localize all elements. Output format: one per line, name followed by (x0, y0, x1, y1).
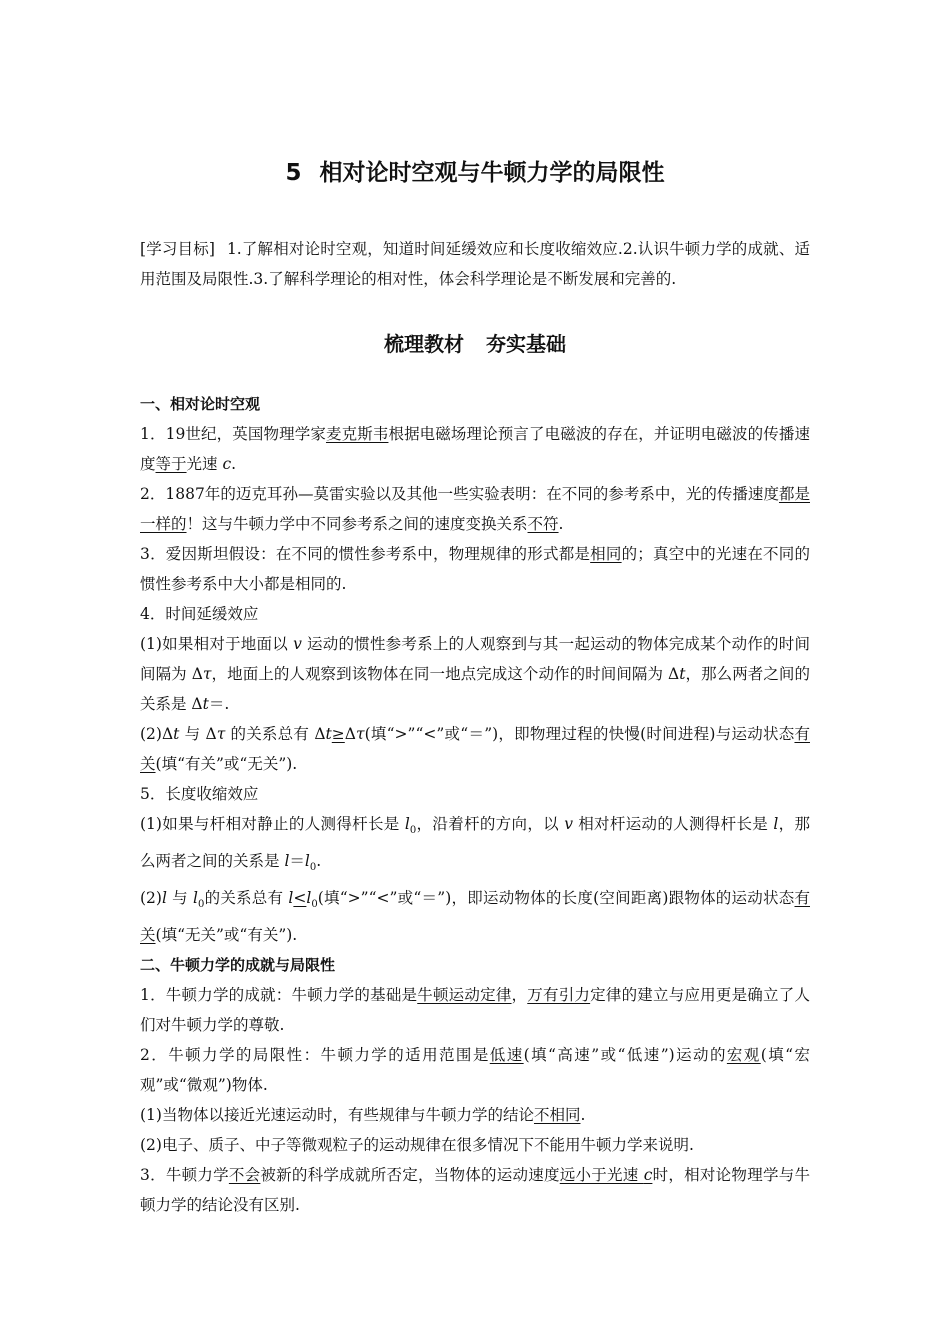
part1-paragraph-9: (2)l 与 $l_0$的关系总有 $l<l_0$(填“>”“<”或“＝”)，即运动物体的长度(空间距离)跟物体的运动状态有关(填“无关”或“有关”). (140, 889, 810, 945)
answer-blank: 不符 (527, 515, 559, 533)
answer-blank: 宏观 (726, 1046, 761, 1065)
answer-blank: 万有引力 (527, 986, 591, 1005)
chapter-title: 相对论时空观与牛顿力学的局限性 (319, 160, 665, 186)
section-heading (0, 328, 950, 357)
part1-paragraph-1: 1．19世纪，英国物理学家麦克斯韦根据电磁场理论预言了电磁波的存在，并证明电磁波的传播速度等于光速 c. (140, 425, 810, 473)
answer-blank: 相同 (590, 545, 622, 563)
answer-blank: < (293, 889, 307, 908)
part1-paragraph-5: (1)如果相对于地面以 v 运动的惯性参考系上的人观察到与其一起运动的物体完成某个动作的时间间隔为 Δτ，地面上的人观察到该物体在同一地点完成这个动作的时间间隔为 Δt，那么两者之间的关系是 Δt＝. (140, 635, 810, 713)
answer-blank: 不相同 (533, 1106, 581, 1125)
part1-heading: 一、相对论时空观 (140, 395, 261, 413)
part2-paragraph-4: (2)电子、质子、中子等微观粒子的运动规律在很多情况下不能用牛顿力学来说明. (140, 1136, 694, 1155)
answer-blank: 远小于光速 c (559, 1166, 653, 1185)
part2-paragraph-5: 3．牛顿力学不会被新的科学成就所否定，当物体的运动速度远小于光速 c时，相对论物理学与牛顿力学的结论没有区别. (140, 1166, 810, 1215)
answer-blank: 都是一样的 (140, 485, 810, 533)
part2-paragraph-2: 2．牛顿力学的局限性：牛顿力学的适用范围是低速(填“高速”或“低速”)运动的宏观(填“宏观”或“微观”)物体. (140, 1046, 810, 1095)
answer-blank: 等于 (155, 455, 187, 473)
answer-blank: 牛顿运动定律 (417, 986, 512, 1005)
part1-paragraph-8: (1)如果与杆相对静止的人测得杆长是 $l_0$，沿着杆的方向，以 v 相对杆运动的人测得杆长是 l，那么两者之间的关系是 $l=l_0$. (140, 815, 810, 874)
answer-blank: 麦克斯韦 (325, 425, 389, 443)
part2-paragraph-3: (1)当物体以接近光速运动时，有些规律与牛顿力学的结论不相同. (140, 1106, 586, 1125)
learning-goals (140, 234, 810, 294)
answer-blank: ≥ (331, 725, 345, 743)
main-content (140, 389, 810, 1220)
goals-tag: [学习目标] (140, 240, 215, 258)
answer-blank: 低速 (489, 1046, 524, 1065)
answer-blank: 有关 (140, 889, 810, 945)
part1-paragraph-2: 2．1887年的迈克耳孙—莫雷实验以及其他一些实验表明：在不同的参考系中，光的传播速度都是一样的！这与牛顿力学中不同参考系之间的速度变换关系不符. (140, 485, 810, 533)
part2-paragraph-1: 1．牛顿力学的成就：牛顿力学的基础是牛顿运动定律，万有引力定律的建立与应用更是确立了人们对牛顿力学的尊敬. (140, 986, 810, 1035)
part1-paragraph-7: 5．长度收缩效应 (140, 785, 259, 803)
part1-paragraph-6: (2)Δt 与 Δτ 的关系总有 Δt≥Δτ(填“>”“<”或“＝”)，即物理过程的快慢(时间进程)与运动状态有关(填“有关”或“无关”). (140, 725, 810, 773)
part1-paragraph-3: 3．爱因斯坦假设：在不同的惯性参考系中，物理规律的形式都是相同的；真空中的光速在不同的惯性参考系中大小都是相同的. (140, 545, 810, 593)
page-title (0, 154, 950, 187)
answer-blank: 有关 (140, 725, 810, 773)
answer-blank: 不会 (228, 1166, 261, 1185)
part1-paragraph-4: 4．时间延缓效应 (140, 605, 259, 623)
section-heading-left: 梳理教材 (384, 332, 464, 356)
goals-text: 1.了解相对论时空观，知道时间延缓效应和长度收缩效应.2.认识牛顿力学的成就、适用范围及局限性.3.了解科学理论的相对性，体会科学理论是不断发展和完善的. (140, 240, 810, 288)
section-heading-right: 夯实基础 (486, 332, 566, 356)
chapter-number: 5 (285, 160, 302, 186)
part2-heading: 二、牛顿力学的成就与局限性 (140, 956, 336, 975)
